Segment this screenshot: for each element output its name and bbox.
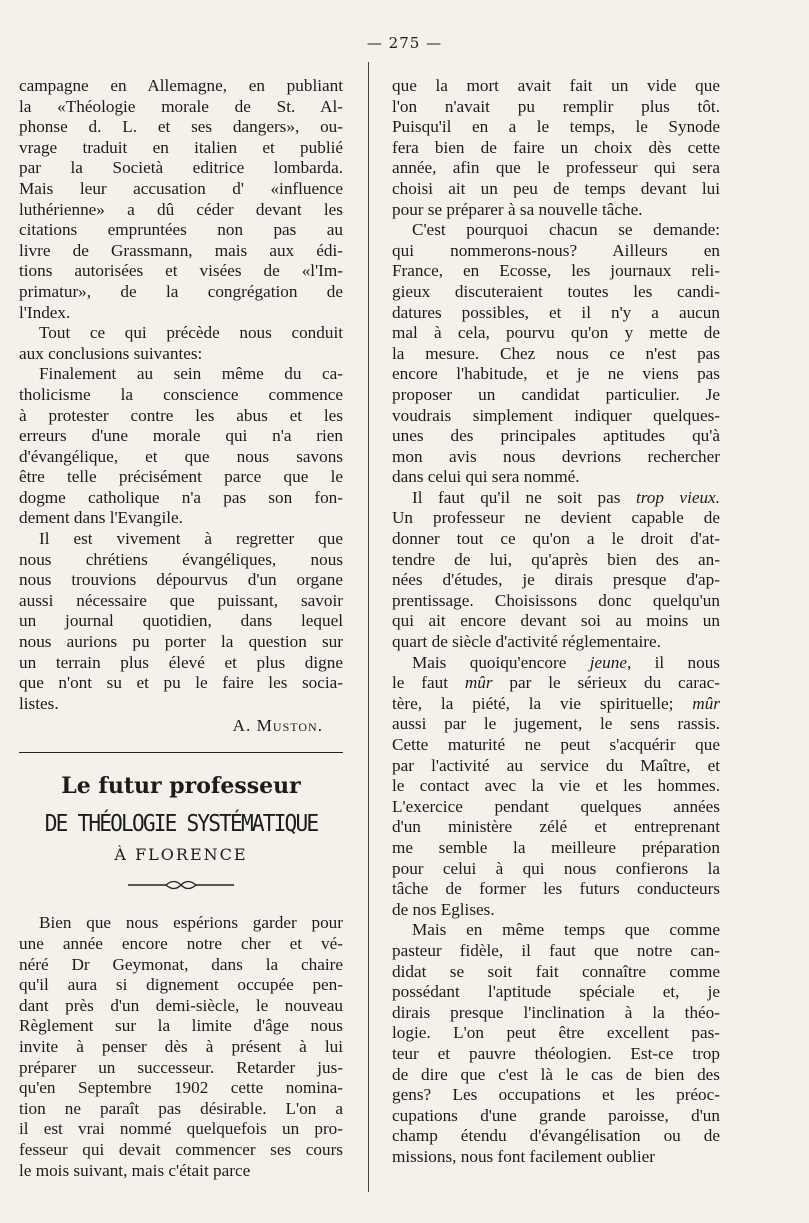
text-line: Bien que nous espérions garder pour (39, 913, 343, 933)
text-line: tions autorisées et visées de «l'Im- (19, 261, 343, 281)
text-line: Mais leur accusation d' «influence (19, 178, 343, 198)
text-line: Tout ce qui précède nous conduit (39, 323, 343, 343)
text-run: le faut (392, 673, 465, 693)
text-line: nées d'études, je dirais presque d'ap- (392, 570, 720, 590)
italic-text: trop vieux. (635, 487, 720, 507)
paragraph (19, 913, 343, 1181)
text-line: champ étendu d'évangélisation ou de (392, 1126, 720, 1146)
paragraph (19, 529, 343, 714)
text-line (392, 673, 720, 694)
text-line: dant près d'un demi-siècle, le nouveau (19, 995, 343, 1015)
text-line: aussi par le jugement, le sens rassis. (392, 714, 720, 734)
left-column (19, 76, 343, 1181)
page-number: — 275 — (366, 34, 443, 52)
text-line: tâche de former les futurs conducteurs (392, 879, 720, 899)
text-line: aux conclusions suivantes: (19, 343, 203, 363)
text-line: nous aurions pu porter la question sur (19, 632, 343, 652)
text-line: d'évangélique, et que nous savons (19, 446, 343, 466)
text-line: dirais presque l'inclination à la théo- (392, 1002, 720, 1022)
text-line: nous chrétiens évangéliques, nous (19, 549, 343, 569)
text-line: donner tout ce qu'on a le droit d'at- (392, 529, 720, 549)
text-run: par le sérieux du carac- (492, 673, 720, 693)
paragraph (392, 714, 720, 920)
text-line: Cette maturité ne peut s'acquérir que (392, 735, 720, 754)
text-line: phonse d. L. et ses dangers», ou- (19, 117, 343, 137)
signature: A. Muston. (232, 716, 323, 736)
text-line: encore l'habitude, et je ne viens pas (392, 364, 720, 384)
italic-text: mûr (692, 693, 720, 713)
text-line: Puisqu'il en a le temps, le Synode (392, 117, 720, 137)
ornament-icon (126, 877, 236, 893)
text-line: fesseur qui devait commencer ses cours (19, 1139, 343, 1159)
text-line: qui ait encore devant soi au moins un (392, 611, 720, 631)
text-line: cupations d'une grande paroisse, d'un (392, 1105, 720, 1125)
text-line: proposer un candidat particulier. Je (392, 384, 720, 404)
text-line: mon avis nous devrions rechercher (392, 446, 720, 466)
text-line: d'un ministère zélé et entreprenant (392, 817, 720, 837)
text-line: mal à cela, pourvu qu'on y mette de (392, 323, 720, 343)
text-line: pour se préparer à sa nouvelle tâche. (392, 199, 643, 219)
text-run: il nous (631, 652, 720, 672)
text-line: vrage traduit en italien et publié (19, 137, 343, 157)
text-line: à protester contre les abus et les (19, 405, 343, 425)
italic-text: jeune, (589, 652, 632, 672)
text-line: préparer un successeur. Retarder jus- (19, 1057, 343, 1077)
text-line: campagne en Allemagne, en publiant (19, 76, 343, 95)
text-line: aussi nécessaire que puissant, savoir (19, 590, 343, 610)
text-line: France, en Ecosse, les journaux reli- (392, 261, 720, 281)
text-line: invite à penser dès à présent à lui (19, 1036, 343, 1056)
text-line: possédant l'aptitude spéciale et, je (392, 982, 720, 1002)
text-line: choisi ait un peu de temps devant lui (392, 178, 720, 198)
text-line: fera bien de faire un choix dès cette (392, 137, 720, 157)
text-line (392, 694, 720, 715)
text-line: logie. L'on peut être excellent pas- (392, 1023, 720, 1043)
text-line: tion ne paraît pas désirable. L'on a (19, 1098, 343, 1118)
text-line: de nos Eglises. (392, 899, 495, 919)
text-line: Un professeur ne devient capable de (392, 508, 720, 528)
right-column (392, 76, 720, 1167)
text-line: que n'ont su et pu le faire les socia- (19, 673, 343, 693)
text-line: didat se soit fait connaître comme (392, 961, 720, 981)
text-line: l'Index. (19, 302, 71, 322)
text-line: que la mort avait fait un vide que (392, 76, 720, 95)
text-line: par l'activité au service du Maître, et (392, 755, 720, 775)
paragraph (19, 364, 343, 529)
column-divider (368, 62, 369, 1192)
text-line: qui nommerons-nous? Ailleurs en (392, 240, 720, 260)
article-subtitle: DE THÉOLOGIE SYSTÉMATIQUE (44, 811, 318, 838)
text-line: pasteur fidèle, il faut que notre can- (392, 940, 720, 960)
text-line: livre de Grassmann, mais aux édi- (19, 240, 343, 260)
text-run: tère, la piété, la vie spirituelle; (392, 693, 693, 713)
text-line: le contact avec la vie et les hommes. (392, 776, 720, 796)
text-line: Finalement au sein même du ca- (39, 364, 343, 384)
text-line: l'on n'avait pu remplir plus tôt. (392, 96, 720, 116)
text-line: missions, nous font facilement oublier (392, 1146, 656, 1166)
text-line: L'exercice pendant quelques années (392, 796, 720, 816)
text-line: unes des principales aptitudes qu'à (392, 426, 720, 446)
paragraph (19, 76, 343, 323)
paragraph (392, 76, 720, 220)
text-line: listes. (19, 693, 59, 713)
text-line: nous trouvions dépourvus d'un organe (19, 570, 343, 590)
text-line: être telle précisément parce que le (19, 467, 343, 487)
text-line: un journal quotidien, dans lequel (19, 611, 343, 631)
text-line (392, 653, 720, 674)
text-line: erreurs d'une morale qui n'a rien (19, 426, 343, 446)
text-line: année, afin que le professeur qui sera (392, 158, 720, 178)
article-title: Le futur professeur (61, 773, 301, 800)
text-line: gieux discuteraient toutes les candi- (392, 281, 720, 301)
text-line: il est vrai nommé quelquefois un pro- (19, 1119, 343, 1139)
text-line: dement dans l'Evangile. (19, 508, 183, 528)
text-line: dogme catholique n'a pas son fon- (19, 487, 343, 507)
text-line: pour celui à qui nous confierons la (392, 858, 720, 878)
text-run: Mais quoiqu'encore (412, 652, 590, 672)
section-rule (19, 752, 343, 753)
italic-text: mûr (464, 673, 493, 693)
text-line: le mois suivant, mais c'était parce (19, 1160, 251, 1180)
text-line: C'est pourquoi chacun se demande: (412, 220, 720, 240)
paragraph (392, 220, 720, 488)
text-run: Il faut qu'il ne soit pas (412, 487, 636, 507)
text-line: prentissage. Choisissons donc quelqu'un (392, 590, 720, 610)
ornament-divider (19, 877, 343, 907)
text-line: tholicisme la conscience commence (19, 384, 343, 404)
text-line: Mais en même temps que comme (412, 920, 720, 940)
text-line: la mesure. Chez nous ce n'est pas (392, 343, 720, 363)
text-line: Règlement sur la limite d'âge nous (19, 1016, 343, 1036)
text-line (392, 488, 720, 509)
text-line: qu'en Septembre 1902 cette nomina- (19, 1078, 343, 1098)
text-line: gens? Les occupations et les préoc- (392, 1085, 720, 1105)
paragraph (392, 920, 720, 1167)
text-line: un terrain plus élevé et plus digne (19, 652, 343, 672)
paragraph (19, 323, 343, 364)
text-line: une année encore notre cher et vé- (19, 934, 343, 953)
text-line: quart de siècle d'activité réglementaire. (392, 632, 661, 652)
text-line: luthérienne» a dû céder devant les (19, 199, 343, 219)
text-line: de dire que c'est là le cas de bien des (392, 1064, 720, 1084)
paragraph (392, 508, 720, 652)
text-line: Il est vivement à regretter que (39, 529, 343, 549)
text-line: la «Théologie morale de St. Al- (19, 96, 343, 116)
text-line: dans celui qui sera nommé. (392, 467, 580, 487)
text-line: néré Dr Geymonat, dans la chaire (19, 954, 343, 974)
text-line: primatur», de la congrégation de (19, 281, 343, 301)
text-line: qu'il aura si dignement occupée pen- (19, 975, 343, 995)
article-location: À FLORENCE (114, 845, 248, 865)
text-line: voudrais simplement indiquer quelques- (392, 405, 720, 425)
text-line: me semble la meilleure préparation (392, 837, 720, 857)
text-line: par la Società editrice lombarda. (19, 158, 343, 178)
text-line: citations empruntées non pas au (19, 220, 343, 240)
text-line: teur et pauvre théologien. Est-ce trop (392, 1043, 720, 1063)
text-line: datures possibles, et il n'y a aucun (392, 302, 720, 322)
text-line: tendre de lui, qu'après bien des an- (392, 549, 720, 569)
